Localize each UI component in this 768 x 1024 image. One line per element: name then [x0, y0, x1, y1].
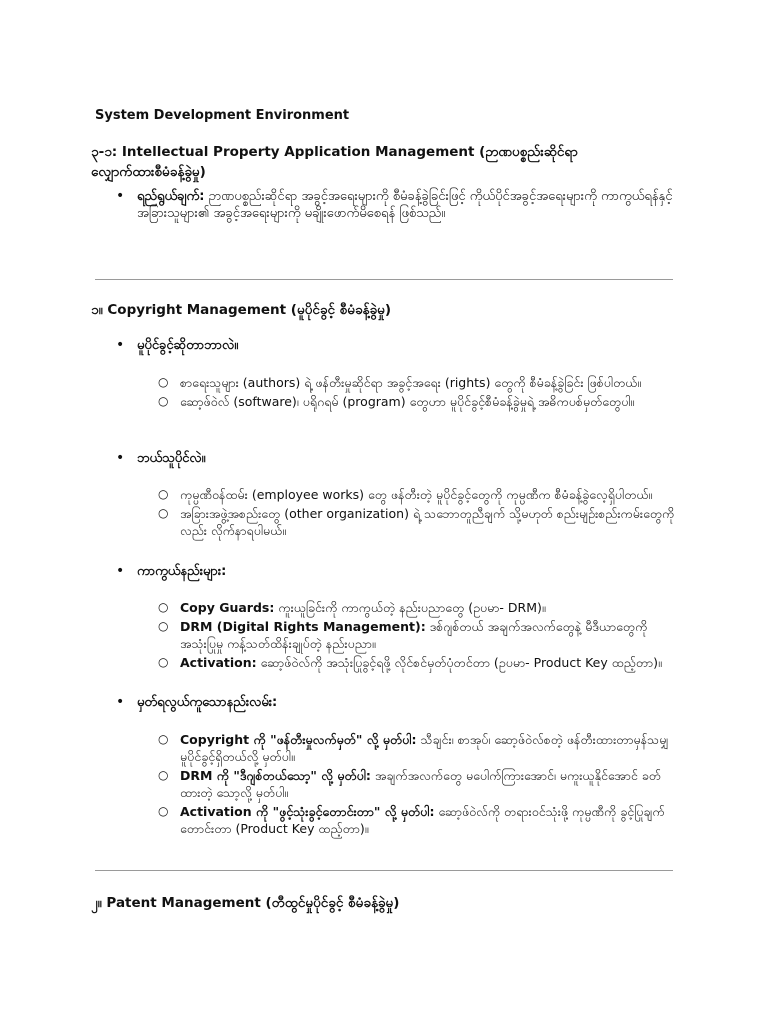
sub-bullet-icon: ○ [158, 506, 169, 520]
bullet-row [116, 563, 676, 580]
memory-label: မှတ်ရလွယ်ကူသောနည်းလမ်း: [137, 695, 278, 710]
list-item-label: DRM (Digital Rights Management): [180, 619, 426, 634]
bullet-icon: • [116, 694, 125, 710]
list-item-text: အခြားအဖွဲ့အစည်းတွေ (other organization) ရဲ့ သဘောတူညီချက် သို့မဟုတ် စည်းမျဉ်းစည်းကမ်းတွေကိုလည်း လိုက်နာရပါမယ်။ [180, 506, 675, 538]
list-item-label: Activation ကို "ဖွင့်သုံးခွင့်တောင်းတာ" လို့ မှတ်ပါ: [180, 804, 435, 819]
bullet-icon: • [116, 450, 125, 466]
what-sub-list [158, 374, 678, 412]
sub-bullet-icon: ○ [158, 394, 169, 408]
who-sub-list [158, 486, 678, 541]
sub-bullet-icon: ○ [158, 804, 169, 818]
bullet-row [116, 694, 676, 711]
list-item [158, 599, 678, 616]
section-heading-intellectual-property: ၃-၁: Intellectual Property Application Management (ဉာဏပစ္စည်းဆိုင်ရာ လျှောက်ထားစီမံခန့်ခွဲမှု) [91, 144, 578, 180]
bullet-icon: • [116, 337, 125, 353]
list-item-label: Copyright ကို "ဖန်တီးမှုလက်မှတ်" လို့ မှတ်ပါ: [180, 732, 417, 747]
memory-sub-list [158, 731, 678, 839]
bullet-row [116, 337, 676, 354]
list-item [158, 803, 678, 837]
memory-bullet [116, 694, 676, 711]
bullet-icon: • [116, 188, 125, 204]
list-item-text: ဆော့ဖ်ဝဲလ်ကို အသုံးပြုခွင့်ရဖို့ လိုင်စင်မှတ်ပုံတင်တာ (ဥပမာ- Product Key ထည့်တာ)။ [256, 655, 662, 670]
list-item-text: ကူးယူခြင်းကို ကာကွယ်တဲ့ နည်းပညာတွေ (ဥပမာ- DRM)။ [274, 600, 546, 615]
list-item-label: DRM ကို "ဒီဂျစ်တယ်သော့" လို့ မှတ်ပါ: [180, 768, 371, 783]
sub-bullet-icon: ○ [158, 487, 169, 501]
list-item-text: သီချင်း၊ စာအုပ်၊ ဆော့ဖ်ဝဲလ်စတဲ့ ဖန်တီးထားတာမှန်သမျှ မူပိုင်ခွင့်ရှိတယ်လို့ မှတ်ပါ။ [180, 732, 669, 764]
purpose-label: ရည်ရွယ်ချက်: [137, 189, 205, 204]
sub-bullet-icon: ○ [158, 655, 169, 669]
who-label: ဘယ်သူပိုင်လဲ။ [137, 451, 206, 466]
list-item [158, 486, 678, 503]
sub-bullet-icon: ○ [158, 619, 169, 633]
list-item [158, 374, 678, 391]
list-item-text: ဒစ်ဂျစ်တယ် အချက်အလက်တွေနဲ့ မီဒီယာတွေကို အသုံးပြုမှု ကန့်သတ်ထိန်းချုပ်တဲ့ နည်းပညာ။ [180, 619, 648, 651]
list-item [158, 618, 678, 652]
list-item-label: Copy Guards: [180, 600, 275, 615]
what-bullet [116, 337, 676, 354]
sub-bullet-icon: ○ [158, 768, 169, 782]
document-title: System Development Environment [95, 108, 350, 123]
list-item [158, 505, 678, 539]
protection-sub-list [158, 599, 678, 673]
section-divider [95, 279, 673, 280]
bullet-icon: • [116, 563, 125, 579]
list-item-text: ဆော့ဖ်ဝဲလ်ကို တရားဝင်သုံးဖို့ ကုမ္ပဏီကို ခွင့်ပြုချက်တောင်းတာ (Product Key ထည့်တာ)။ [180, 804, 665, 836]
what-label: မူပိုင်ခွင့်ဆိုတာဘာလဲ။ [137, 338, 239, 353]
section-divider [95, 870, 673, 871]
list-item-text: စာရေးသူများ (authors) ရဲ့ ဖန်တီးမှုဆိုင်ရာ အခွင့်အရေး (rights) တွေကို စီမံခန့်ခွဲခြင်း ဖြစ်ပါတယ်။ [180, 375, 642, 390]
who-bullet [116, 450, 676, 467]
list-item [158, 393, 678, 410]
bullet-row [116, 188, 676, 222]
protection-bullet [116, 563, 676, 580]
sub-bullet-icon: ○ [158, 732, 169, 746]
section-heading-patent: ၂။ Patent Management (တီထွင်မှုပိုင်ခွင့် စီမံခန့်ခွဲမှု) [91, 895, 400, 911]
list-item [158, 654, 678, 671]
list-item-text: အချက်အလက်တွေ မပေါက်ကြားအောင်၊ မကူးယူနိုင်အောင် ခတ်ထားတဲ့ သော့လို့ မှတ်ပါ။ [180, 768, 661, 800]
purpose-text: ဉာဏပစ္စည်းဆိုင်ရာ အခွင့်အရေးများကို စီမံခန့်ခွဲခြင်းဖြင့် ကိုယ်ပိုင်အခွင့်အရေးများကို ကာကွယ်ရန်နှင့် အခြားသူများ၏ အခွင့်အရေးများကို မချိုးဖောက်မိစေရန် ဖြစ်သည်။ [137, 189, 673, 221]
section-heading-copyright: ၁။ Copyright Management (မူပိုင်ခွင့် စီမံခန့်ခွဲမှု) [91, 302, 392, 318]
list-item-text: ဆော့ဖ်ဝဲလ် (software)၊ ပရိုဂရမ် (program) တွေဟာ မူပိုင်ခွင့်စီမံခန့်ခွဲမှုရဲ့ အဓိကပစ်မှတ်တွေပါ။ [180, 394, 635, 409]
list-item-label: Activation: [180, 655, 257, 670]
sub-bullet-icon: ○ [158, 375, 169, 389]
list-item-text: ကုမ္ပဏီဝန်ထမ်း (employee works) တွေ ဖန်တီးတဲ့ မူပိုင်ခွင့်တွေကို ကုမ္ပဏီက စီမံခန့်ခွဲလေ့ရှိပါတယ်။ [180, 487, 653, 502]
list-item [158, 731, 678, 765]
list-item [158, 767, 678, 801]
bullet-row [116, 450, 676, 467]
purpose-bullet [116, 188, 676, 222]
protection-label: ကာကွယ်နည်းများ: [137, 564, 227, 579]
sub-bullet-icon: ○ [158, 600, 169, 614]
